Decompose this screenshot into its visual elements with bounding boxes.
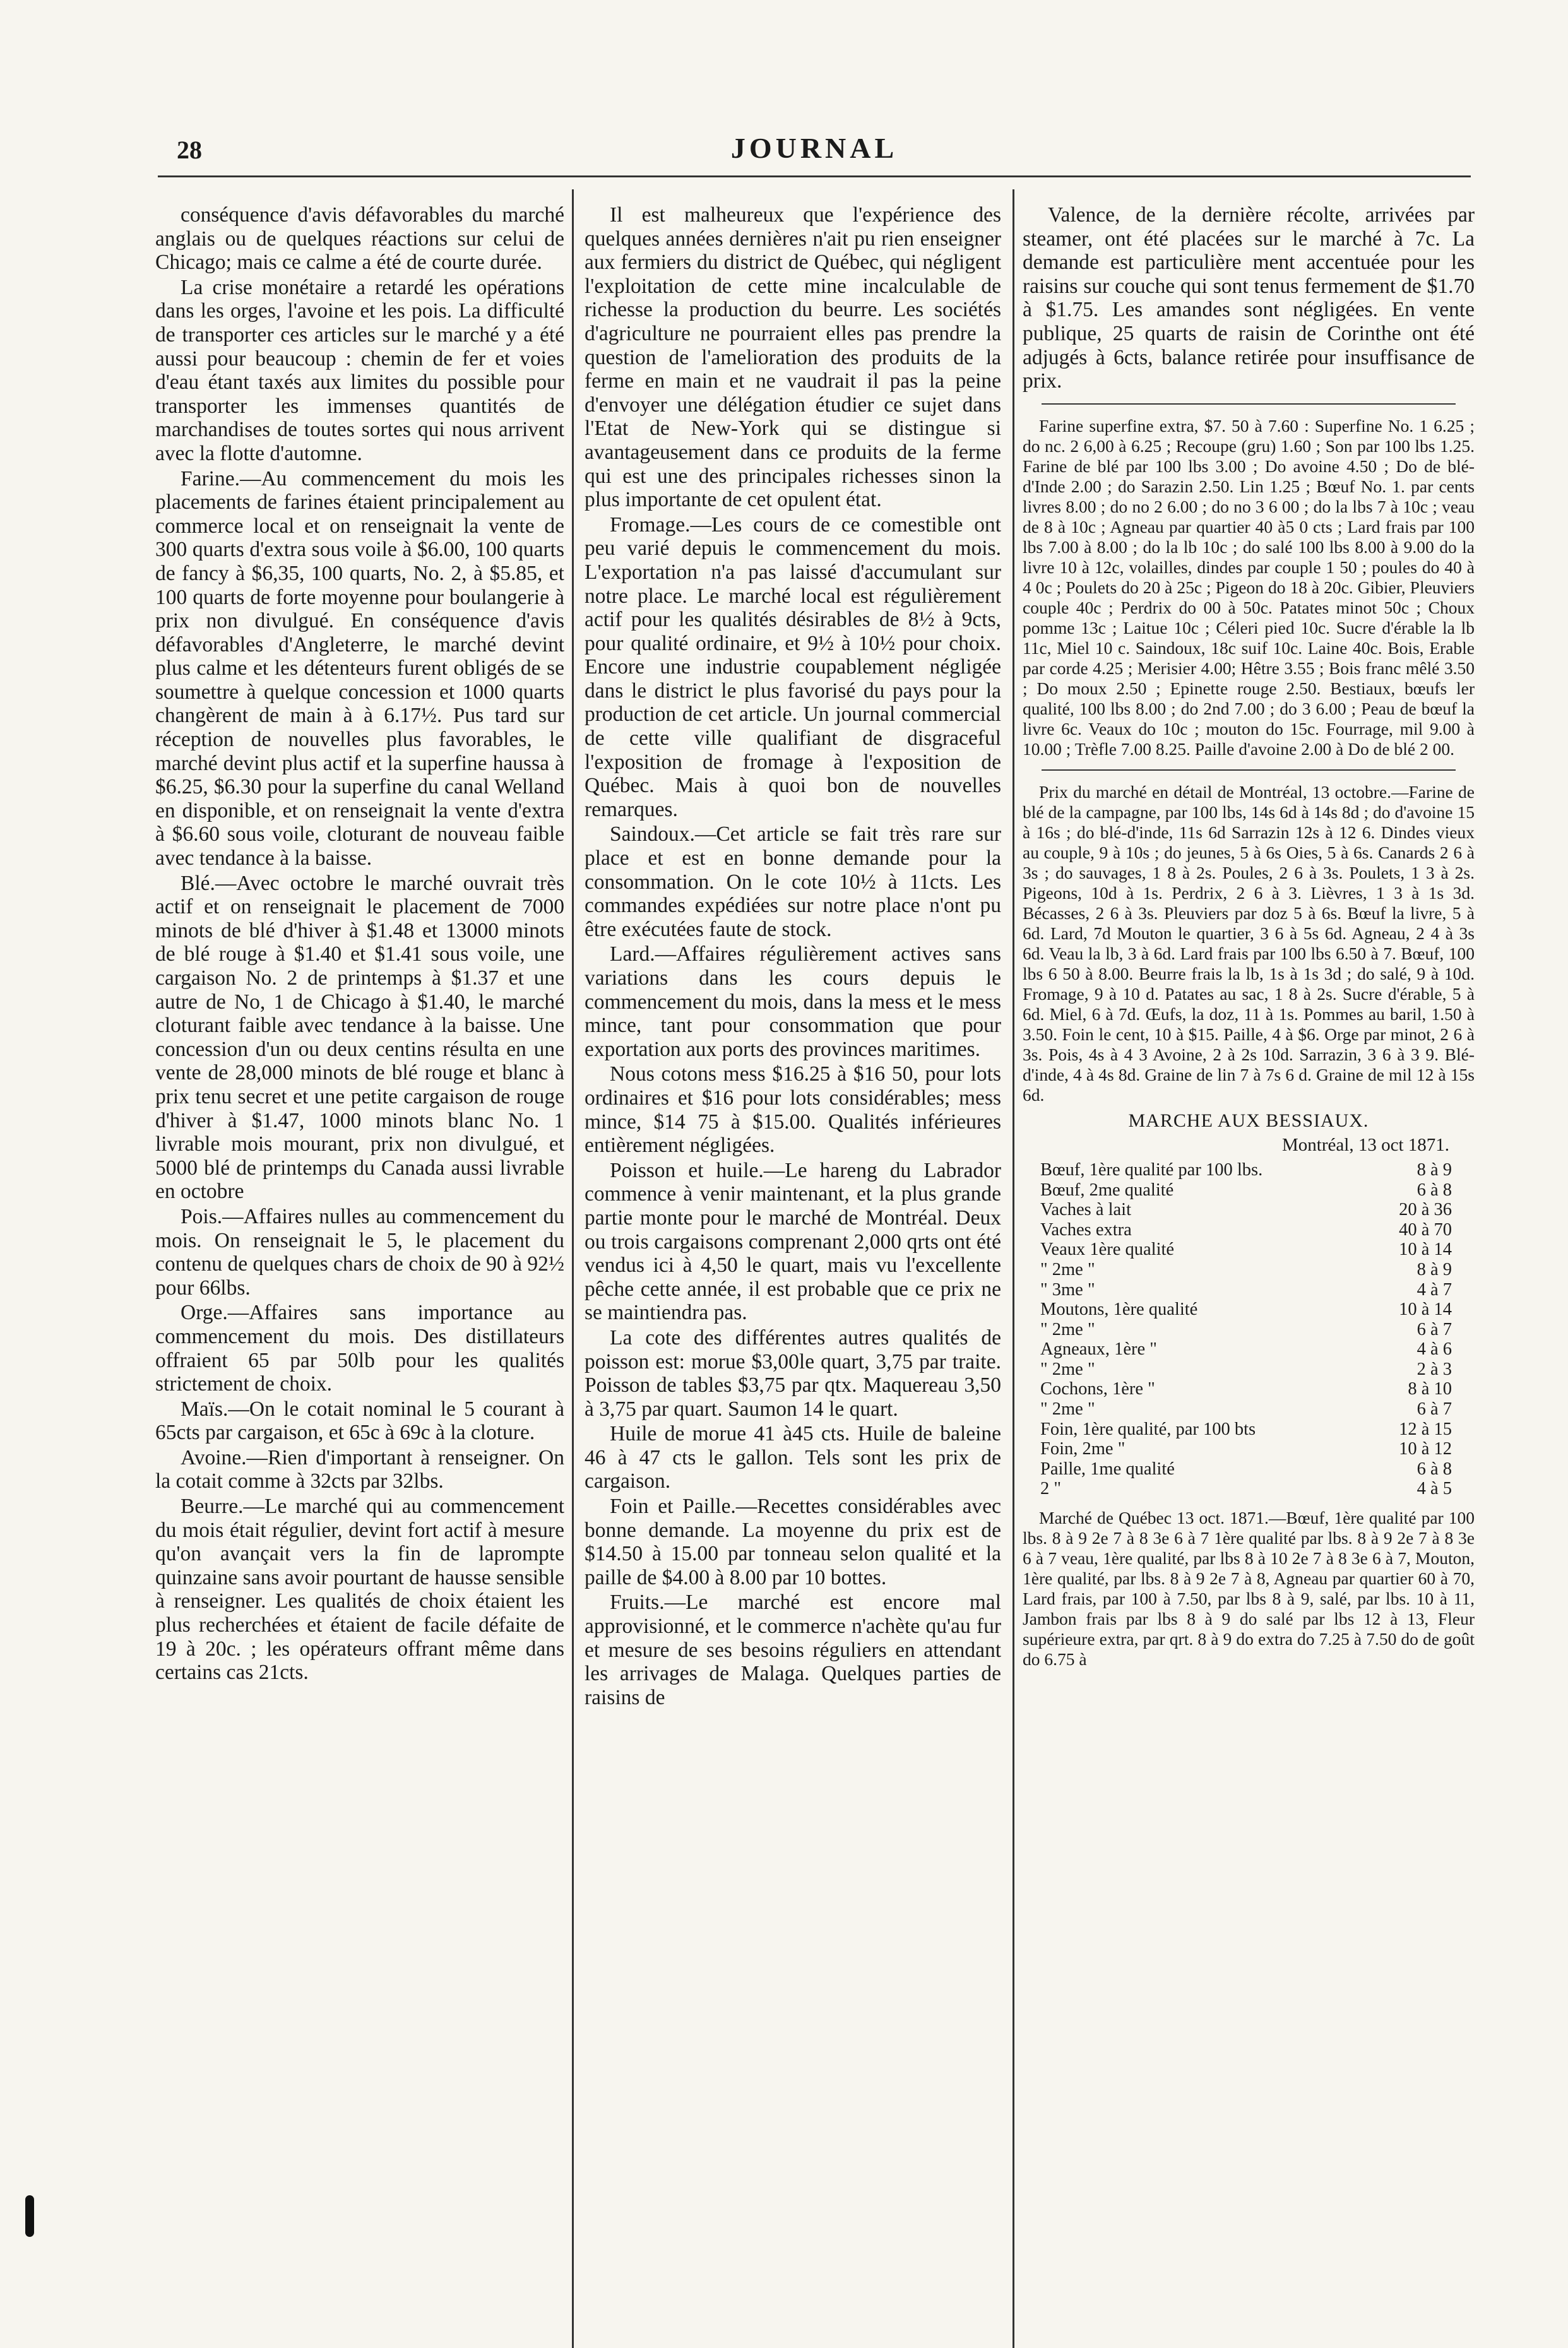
page-header <box>158 131 1471 177</box>
row-label: 2 " <box>1040 1479 1062 1499</box>
price-list-quebec-produce: Farine superfine extra, $7. 50 à 7.60 : Superfine No. 1 6.25 ; do nc. 2 6,00 à 6.25 ; Recoupe (gru) 1.60 ; Son par 100 lbs 1.25. Farine de blé par 100 lbs 3.00 ; Do avoine 4.50 ; Do de blé-d'Inde 2.00 ; do Sarazin 2.50. Lin 1.25 ; Bœuf No. 1. par cents livres 8.00 ; do no 2 6.00 ; do no 3 6 00 ; do la lbs 7 à 10c ; veau de 8 à 10c ; Agneau par quartier 40 à5 0 cts ; Lard frais par 100 lbs 7.00 à 8.00 ; do la lb 10c ; do salé 100 lbs 8.00 à 9.00 do la livre 10 à 12c, volailles, dindes par couple 1 50 ; poules do 40 à 4 0c ; Poulets do 20 à 25c ; Pigeon do 18 à 20c. Gibier, Pleuviers couple 40c ; Perdrix do 00 à 50c. Patates minot 50c ; Choux pomme 13c ; Laitue 10c ; Céleri pied 10c. Sucre d'érable la lb 11c, Miel 10 c. Saindoux, 18c suif 10c. Laine 40c. Bois, Erable par corde 4.25 ; Merisier 4.00; Hêtre 3.55 ; Bois franc mêlé 3.50 ; Do moux 2.50 ; Epinette rouge 2.50. Bestiaux, bœufs ler qualité, 100 lbs 8.00 ; do 2nd 7.00 ; do 3 6.00 ; Peau de bœuf la livre 6c. Veaux do 10c ; mouton do 15c. Fourrage, mil 9.00 à 10.00 ; Trèfle 7.00 8.25. Paille d'avoine 2.00 à Do de blé 2 00. <box>1023 415 1475 759</box>
journal-title: JOURNAL <box>730 132 898 164</box>
row-value: 10 à 14 <box>1399 1240 1452 1260</box>
row-value: 10 à 12 <box>1399 1439 1452 1459</box>
row-value: 6 à 8 <box>1417 1180 1452 1200</box>
row-label: Veaux 1ère qualité <box>1040 1240 1175 1260</box>
row-value: 4 à 7 <box>1417 1279 1452 1300</box>
row-label: Cochons, 1ère " <box>1040 1379 1155 1399</box>
table-row <box>1023 1439 1475 1459</box>
column-divider <box>572 189 574 2348</box>
row-label: Bœuf, 2me qualité <box>1040 1180 1174 1200</box>
row-label: " 2me " <box>1040 1399 1095 1420</box>
row-value: 8 à 9 <box>1417 1259 1452 1279</box>
column-2 <box>585 203 1001 1711</box>
table-row <box>1023 1200 1475 1220</box>
table-row <box>1023 1379 1475 1399</box>
cattle-market-heading: MARCHE AUX BESSIAUX. <box>1128 1110 1369 1131</box>
row-label: Paille, 1me qualité <box>1040 1459 1175 1479</box>
table-row <box>1023 1160 1475 1180</box>
table-row <box>1023 1300 1475 1320</box>
paragraph-saindoux: Saindoux.—Cet article se fait très rare sur place et est en bonne demande pour la consommation. On le cote 10½ à 11cts. Les commandes expédiées sur notre place n'ont pu être exécutées faute de stock. <box>585 822 1001 941</box>
row-label: " 2me " <box>1040 1359 1095 1379</box>
row-label: Moutons, 1ère qualité <box>1040 1300 1198 1320</box>
paragraph-pois: Pois.—Affaires nulles au commencement du mois. On renseignait le 5, le placement du contenu de quelques chars de choix de 90 à 92½ pour 66lbs. <box>155 1204 564 1300</box>
paragraph-valence: Valence, de la dernière récolte, arrivées par steamer, ont été placées sur le marché à 7c. La demande est particulière ment accentuée pour les raisins sur couche qui sont tenus fermement de $1.70 à $1.75. Les amandes sont négligées. En vente publique, 25 quarts de raisin de Corinthe ont été adjugés à 6cts, balance retirée pour insuffisance de prix. <box>1023 203 1475 393</box>
row-value: 40 à 70 <box>1399 1219 1452 1240</box>
table-row <box>1023 1420 1475 1440</box>
cattle-market-table <box>1023 1160 1475 1499</box>
paragraph-fromage: Fromage.—Les cours de ce comestible ont peu varié depuis le commencement du mois. L'exportation n'a pas laissé d'accumulant sur notre place. Le marché local est régulièrement actif pour les qualités désirables de 8½ à 9cts, pour qualité ordinaire, et 9½ à 10½ pour choix. Encore une industrie coupablement négligée dans le district le plus favorisé du pays pour la production de cet article. Un journal commercial de cette ville qualifiant de disgraceful l'exposition de fromage à l'exposition de Québec. Mais à quoi bon de nouvelles remarques. <box>585 513 1001 821</box>
paragraph-fruits: Fruits.—Le marché est encore mal approvisionné, et le commerce n'achète qu'au fur et mesure de ses besoins réguliers en attendant les arrivages de Malaga. Quelques parties de raisins de <box>585 1591 1001 1709</box>
row-label: Foin, 1ère qualité, par 100 bts <box>1040 1419 1256 1439</box>
paragraph-ble: Blé.—Avec octobre le marché ouvrait très actif et on renseignait le placement de 7000 minots de blé d'hiver à $1.48 et 13000 minots de blé rouge à $1.40 et $1.41 sous voile, une cargaison No. 2 de printemps à $1.37 et une autre de No, 1 de Chicago à $1.40, le marché cloturant faible avec tendance à la baisse. Une concession d'un ou deux centins résulta en une vente de 28,000 minots de blé rouge et blanc à prix tenu secret et une petite cargaison de rouge d'hiver à $1.47, 1000 minots blanc No. 1 livrable mois mourant, prix non divulgué, et 5000 blé de printemps du Canada aussi livrable en octobre <box>155 871 564 1204</box>
paragraph-marche-quebec: Marché de Québec 13 oct. 1871.—Bœuf, 1ère qualité par 100 lbs. 8 à 9 2e 7 à 8 3e 6 à 7 1ère qualité par lbs. 8 à 9 2e 7 à 8 3e 6 à 7 veau, 1ère qualité, par lbs 8 à 10 2e 7 à 8 3e 6 à 7, Mouton, 1ère qualité, par lbs. 8 à 9 2e 7 à 8, Agneau par quartier 60 à 70, Lard frais, par 100 à 7.50, par lbs 8 à 9, salé, par lbs. 10 à 11, Jambon frais par lbs 8 à 9 do salé par lbs 12 à 13, Fleur supérieure extra, par qrt. 8 à 9 do extra do 7.25 à 7.50 do de goût do 6.75 à <box>1023 1508 1475 1669</box>
paragraph-huile: Huile de morue 41 à45 cts. Huile de baleine 46 à 47 cts le gallon. Tels sont les prix de cargaison. <box>585 1422 1001 1493</box>
table-row <box>1023 1280 1475 1300</box>
row-label: Bœuf, 1ère qualité par 100 lbs. <box>1040 1159 1263 1180</box>
row-label: Foin, 2me " <box>1040 1439 1126 1459</box>
table-row <box>1023 1459 1475 1479</box>
table-row <box>1023 1240 1475 1260</box>
section-divider <box>1042 769 1456 771</box>
table-row <box>1023 1320 1475 1340</box>
row-label: " 2me " <box>1040 1259 1095 1279</box>
row-value: 4 à 5 <box>1417 1479 1452 1499</box>
row-value: 6 à 7 <box>1417 1399 1452 1420</box>
paragraph-orge: Orge.—Affaires sans importance au commencement du mois. Des distillateurs offraient 65 par 50lb pour les qualités strictement de choix. <box>155 1301 564 1396</box>
row-label: " 2me " <box>1040 1319 1095 1339</box>
table-row <box>1023 1479 1475 1499</box>
paragraph-continuation: conséquence d'avis défavorables du marché anglais ou de quelques réactions sur celui de Chicago; mais ce calme a été de courte durée. <box>155 203 564 275</box>
table-row <box>1023 1260 1475 1280</box>
table-row <box>1023 1339 1475 1360</box>
row-value: 2 à 3 <box>1417 1359 1452 1379</box>
paragraph-crise: La crise monétaire a retardé les opérations dans les orges, l'avoine et les pois. La difficulté de transporter ces articles sur le marché y a été aussi pour beaucoup : chemin de fer et voies d'eau étant taxés aux limites du possible pour transporter les immenses quantités de marchandises de toutes sortes qui nous arrivent avec la flotte d'automne. <box>155 275 564 465</box>
paragraph-farine: Farine.—Au commencement du mois les placements de farines étaient principalement au commerce local et on renseignait la vente de 300 quarts d'extra sous voile à $6.00, 100 quarts de fancy à $6,35, 100 quarts, No. 2, à $5.85, et 100 quarts de forte moyenne pour boulangerie à prix non divulgué. En conséquence d'avis défavorables d'Angleterre, le marché devint plus calme et les détenteurs furent obligés de se soumettre à quelque concession et 1000 quarts changèrent de main à à 6.17½. Pus tard sur réception de nouvelles plus favorables, le marché devint plus actif et la superfine haussa à $6.25, $6.30 pour la superfine du canal Welland en disponible, et on renseignait la vente d'extra à $6.60 sous voile, cloturant de nouveau faible avec tendance à la baisse. <box>155 466 564 870</box>
row-label: Vaches extra <box>1040 1219 1132 1240</box>
paragraph-avoine: Avoine.—Rien d'important à renseigner. On la cotait comme à 32cts par 32lbs. <box>155 1445 564 1493</box>
table-row <box>1023 1220 1475 1240</box>
section-divider <box>1042 403 1456 405</box>
paragraph-mais: Maïs.—On le cotait nominal le 5 courant à 65cts par cargaison, et 65c à 69c à la cloture. <box>155 1397 564 1445</box>
paragraph-mess: Nous cotons mess $16.25 à $16 50, pour lots ordinaires et $16 pour lots considérables; mess mince, $14 75 à $15.00. Qualités inférieures entièrement négligées. <box>585 1062 1001 1158</box>
row-value: 20 à 36 <box>1399 1200 1452 1220</box>
table-row <box>1023 1399 1475 1420</box>
price-list-montreal-retail: Prix du marché en détail de Montréal, 13 octobre.—Farine de blé de la campagne, par 100 lbs, 14s 6d à 14s 8d ; do d'avoine 15 à 16s ; do blé-d'inde, 11s 6d Sarrazin 12s à 12 6. Dindes vieux au couple, 9 à 10s ; do jeunes, 5 à 6s Oies, 5 à 6s. Canards 2 6 à 3s ; do sauvages, 1 8 à 2s. Poules, 2 6 à 3s. Poulets, 1 3 à 2s. Pigeons, 10d à 1s. Perdrix, 2 6 à 3. Lièvres, 1 3 à 1s 3d. Bécasses, 2 6 à 3s. Pleuviers par doz 5 à 6s. Bœuf la livre, 5 à 6d. Lard, 7d Mouton le quartier, 3 6 à 5s 6d. Agneau, 2 4 à 3s 6d. Veau la lb, 3 à 6d. Lard frais par 100 lbs 6.50 à 7. Bœuf, 100 lbs 6 50 à 8.00. Beurre frais la lb, 1s à 1s 3d ; do salé, 9 à 10d. Fromage, 9 à 10 d. Patates au sac, 1 8 à 2s. Sucre d'érable, 5 à 6d. Miel, 6 à 7d. Œufs, la doz, 11 à 1s. Pommes au baril, 1.50 à 3.50. Foin le cent, 10 à $15. Paille, 4 à $6. Orge par minot, 2 6 à 3s. Pois, 4s à 4 3 Avoine, 2 à 2s 10d. Sarrazin, 3 6 à 3 9. Blé-d'inde, 4 à 4s 8d. Graine de lin 7 à 7s 6 d. Graine de mil 12 à 15s 6d. <box>1023 781 1475 1105</box>
margin-ink-mark <box>25 2195 34 2237</box>
table-row <box>1023 1360 1475 1380</box>
paragraph-foin: Foin et Paille.—Recettes considérables avec bonne demande. La moyenne du prix est de $14.50 à 15.00 par tonneau selon qualité et la paille de $4.00 à 8.00 par 10 bottes. <box>585 1495 1001 1589</box>
paragraph-poisson: Poisson et huile.—Le hareng du Labrador commence à venir maintenant, et la plus grande partie monte pour le marché de Montréal. Deux ou trois cargaisons comprenant 2,000 qrts ont été vendus ici à 4,50 le quart, mais vu l'excellente pêche cette année, il est probable que ce prix ne se maintiendra pas. <box>585 1158 1001 1325</box>
paragraph-experience: Il est malheureux que l'expérience des quelques années dernières n'ait pu rien enseigner aux fermiers du district de Québec, qui négligent l'exploitation de cette mine incalculable de richesse la production du beurre. Les sociétés d'agriculture ne pourraient elles pas prendre la question de l'amelioration des produits de la ferme en main et ne vaudrait il pas la peine d'envoyer une délégation étudier ce sujet dans l'Etat de New-York qui se distingue si avantageusement dans ce produits de la ferme qui est une des principales richesses sinon la plus importante de cet opulent état. <box>585 203 1001 512</box>
row-label: Vaches à lait <box>1040 1200 1132 1220</box>
table-row <box>1023 1180 1475 1201</box>
paragraph-beurre: Beurre.—Le marché qui au commencement du mois était régulier, devint fort actif à mesure qu'on avançait vers la fin de laprompte quinzaine sans avoir pourtant de hausse sensible à renseigner. Les qualités de choix étaient les plus recherchées et étaient de facile défaite de 19 à 20c. ; les opérateurs offrant même dans certains cas 21cts. <box>155 1495 564 1685</box>
row-value: 6 à 7 <box>1417 1319 1452 1339</box>
row-value: 8 à 10 <box>1408 1379 1452 1399</box>
row-value: 4 à 6 <box>1417 1339 1452 1360</box>
row-label: Agneaux, 1ère " <box>1040 1339 1157 1360</box>
cattle-market-date: Montréal, 13 oct 1871. <box>1282 1135 1449 1156</box>
column-1 <box>155 203 564 1686</box>
paragraph-morue: La cote des différentes autres qualités de poisson est: morue $3,00le quart, 3,75 par traite. Poisson de tables $3,75 par qtx. Maquereau 3,50 à 3,75 par quart. Saumon 14 le quart. <box>585 1325 1001 1421</box>
paragraph-lard: Lard.—Affaires régulièrement actives sans variations dans les cours depuis le commencement du mois, dans la mess et le mess mince, tant pour consommation que pour exportation aux ports des provinces maritimes. <box>585 942 1001 1061</box>
column-3 <box>1023 203 1475 1671</box>
page-number: 28 <box>177 136 202 164</box>
row-value: 12 à 15 <box>1399 1419 1452 1439</box>
row-value: 6 à 8 <box>1417 1459 1452 1479</box>
column-divider <box>1013 189 1014 2348</box>
row-value: 8 à 9 <box>1417 1159 1452 1180</box>
row-value: 10 à 14 <box>1399 1300 1452 1320</box>
row-label: " 3me " <box>1040 1279 1095 1300</box>
